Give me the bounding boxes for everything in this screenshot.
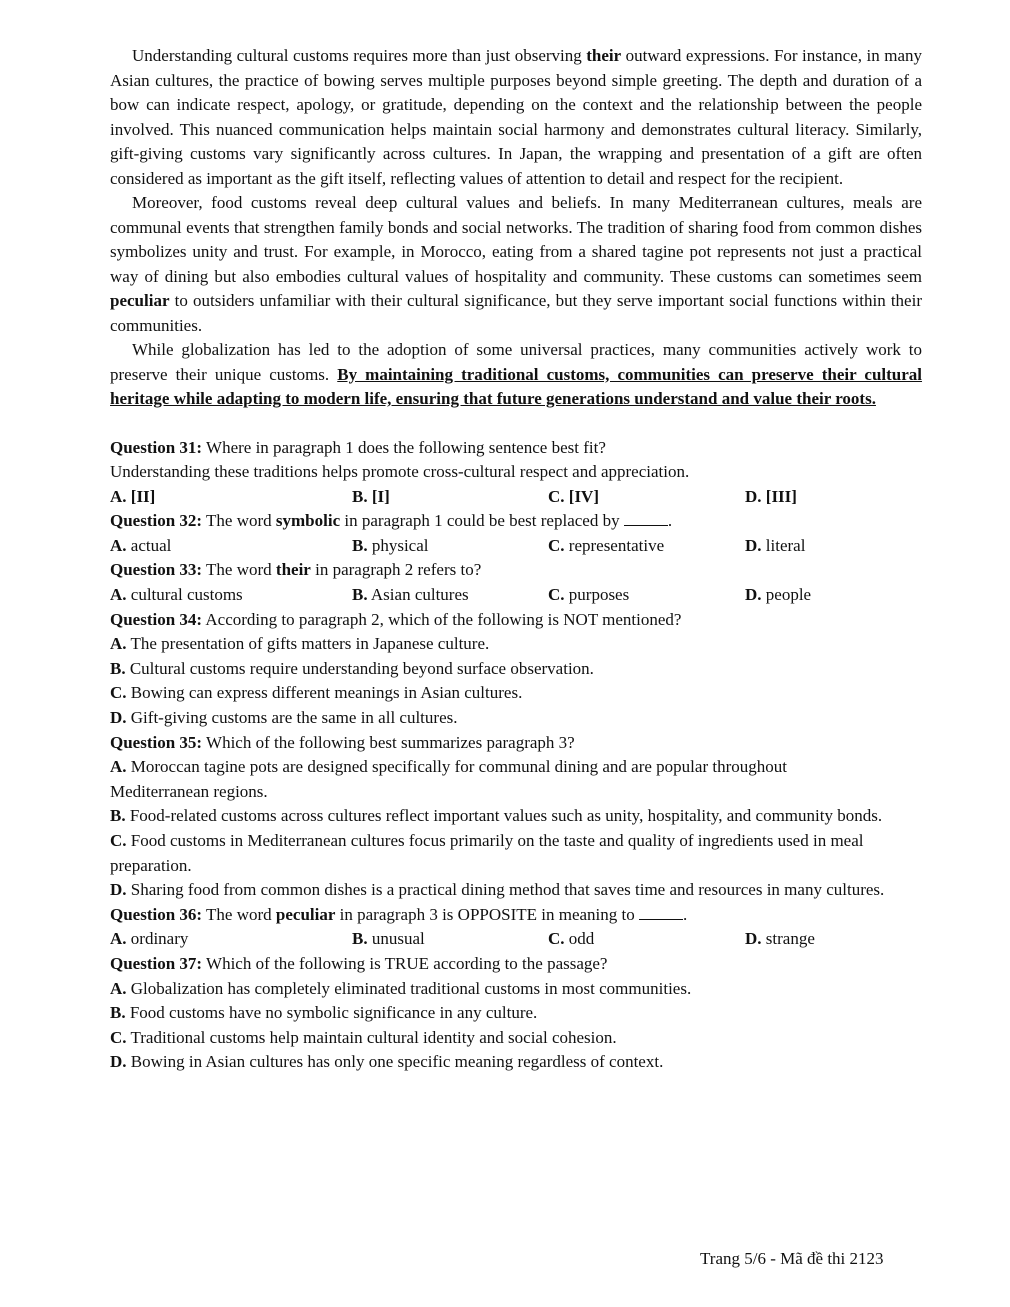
- answer-blank: [639, 905, 683, 920]
- option-text: physical: [367, 535, 429, 555]
- option-b[interactable]: B. [I]: [352, 486, 390, 506]
- question-33-text-pre: The word: [202, 560, 276, 580]
- option-c[interactable]: C. [IV]: [548, 486, 599, 506]
- highlighted-word-peculiar: peculiar: [110, 291, 170, 310]
- option-c[interactable]: [110, 681, 922, 706]
- question-32-stem: [110, 509, 922, 534]
- question-36-end: .: [683, 904, 688, 924]
- passage-paragraph-1: [110, 44, 922, 191]
- question-31-text: Where in paragraph 1 does the following sentence best fit?: [202, 437, 606, 457]
- option-letter: C.: [548, 535, 565, 555]
- question-32-keyword: symbolic: [275, 511, 341, 531]
- option-d[interactable]: [745, 583, 922, 608]
- option-letter: A.: [110, 535, 127, 555]
- option-a[interactable]: [110, 927, 352, 952]
- option-text: Asian cultures: [367, 585, 469, 605]
- option-c[interactable]: [110, 829, 905, 878]
- question-31-sentence: Understanding these traditions helps promote cross-cultural respect and appreciation.: [110, 462, 690, 482]
- option-a[interactable]: [110, 755, 855, 804]
- question-37-stem: [110, 952, 922, 977]
- option-c[interactable]: [548, 583, 745, 608]
- option-c[interactable]: [548, 927, 745, 952]
- option-text: representative: [564, 535, 665, 555]
- question-31-stem: [110, 436, 922, 461]
- option-b[interactable]: [110, 657, 922, 682]
- option-text: strange: [761, 929, 815, 949]
- question-33-keyword: their: [275, 560, 311, 580]
- option-text: actual: [126, 535, 172, 555]
- question-32-label: Question 32:: [110, 511, 203, 531]
- option-d[interactable]: [110, 706, 922, 731]
- paragraph-2-text-end: to outsiders unfamiliar with their cultural significance, but they serve important social functions within their communities.: [110, 291, 922, 335]
- option-letter: D.: [110, 708, 127, 728]
- option-text: Food-related customs across cultures reflect important values such as unity, hospitality, and community bonds.: [125, 806, 883, 826]
- option-d[interactable]: [745, 534, 922, 559]
- question-31-options: [110, 485, 922, 510]
- option-b[interactable]: [110, 804, 910, 829]
- option-b[interactable]: [352, 927, 548, 952]
- option-letter: D.: [110, 1052, 127, 1072]
- option-c[interactable]: [548, 534, 745, 559]
- option-a[interactable]: [110, 583, 352, 608]
- question-36-stem: [110, 903, 922, 928]
- underlined-sentence: By maintaining traditional customs, communities can preserve their cultural heritage while adapting to modern life, ensuring that future generations understand and value their roots.: [110, 364, 923, 408]
- paragraph-3-text-start: While globalization has led to the adoption of some universal practices, many communities actively work to preserve their unique customs.: [110, 340, 922, 384]
- option-text: unusual: [367, 929, 425, 949]
- question-37-text: Which of the following is TRUE according to the passage?: [202, 953, 608, 973]
- question-32-end: .: [667, 511, 673, 531]
- question-32-text-post: in paragraph 1 could be best replaced by: [340, 511, 624, 531]
- option-b[interactable]: [352, 534, 548, 559]
- option-d[interactable]: [110, 878, 900, 903]
- option-text: Food customs in Mediterranean cultures focus primarily on the taste and quality of ingredients used in meal preparation.: [110, 831, 864, 875]
- question-36-text-pre: The word: [202, 904, 276, 924]
- option-text: Cultural customs require understanding beyond surface observation.: [125, 658, 594, 678]
- question-33-options: [110, 583, 922, 608]
- option-letter: C.: [548, 585, 565, 605]
- question-35-label: Question 35:: [110, 732, 203, 752]
- option-letter: B.: [110, 1003, 126, 1023]
- option-letter: C.: [110, 831, 127, 850]
- option-text: cultural customs: [126, 585, 243, 605]
- option-letter: C.: [110, 1027, 127, 1047]
- option-d[interactable]: [110, 1050, 922, 1075]
- passage-paragraph-2: [110, 191, 922, 338]
- option-letter: C.: [548, 929, 565, 949]
- page-footer: Trang 5/6 - Mã đề thi 2123: [700, 1249, 884, 1268]
- question-31-label: Question 31:: [110, 437, 203, 457]
- option-letter: A.: [110, 978, 127, 998]
- answer-blank: [624, 511, 668, 526]
- paragraph-1-text-start: Understanding cultural customs requires more than just observing: [132, 46, 587, 65]
- option-letter: A.: [110, 634, 127, 654]
- paragraph-2-text-start: Moreover, food customs reveal deep cultural values and beliefs. In many Mediterranean cultures, meals are communal events that strengthen family bonds and social networks. The tradition of sharing food from common dishes symbolizes unity and trust. For example, in Morocco, eating from a shared tagine pot represents not just a practical way of dining but also embodies cultural values of hospitality and community. These customs can sometimes seem: [110, 193, 922, 286]
- option-a[interactable]: [110, 632, 922, 657]
- option-text: The presentation of gifts matters in Japanese culture.: [126, 634, 490, 654]
- option-letter: B.: [352, 535, 368, 555]
- paragraph-1-text-end: outward expressions. For instance, in many Asian cultures, the practice of bowing serves multiple purposes beyond simple greeting. The depth and duration of a bow can indicate respect, apology, or gratitude, depending on the context and the relationship between the people involved. This nuanced communication helps maintain social harmony and demonstrates cultural literacy. Similarly, gift-giving customs vary significantly across cultures. In Japan, the wrapping and presentation of a gift are often considered as important as the gift itself, reflecting values of attention to detail and respect for the recipient.: [110, 46, 922, 188]
- question-35-stem: [110, 731, 922, 756]
- highlighted-word-their: their: [586, 46, 622, 65]
- option-letter: A.: [110, 929, 127, 949]
- option-letter: D.: [745, 585, 762, 605]
- option-text: Food customs have no symbolic significance in any culture.: [125, 1003, 538, 1023]
- option-text: Traditional customs help maintain cultural identity and social cohesion.: [126, 1027, 617, 1047]
- option-text: Bowing in Asian cultures has only one specific meaning regardless of context.: [126, 1052, 664, 1072]
- option-text: Gift-giving customs are the same in all cultures.: [126, 708, 458, 728]
- question-33-text-post: in paragraph 2 refers to?: [310, 560, 482, 580]
- exam-page: [110, 44, 922, 1075]
- option-a[interactable]: [110, 534, 352, 559]
- option-letter: D.: [745, 535, 762, 555]
- option-letter: C.: [110, 683, 127, 703]
- option-d[interactable]: D. [III]: [745, 486, 797, 506]
- option-text: Bowing can express different meanings in Asian cultures.: [126, 683, 523, 703]
- option-text: ordinary: [126, 929, 189, 949]
- question-32-options: [110, 534, 922, 559]
- option-b[interactable]: [352, 583, 548, 608]
- question-36-options: [110, 927, 922, 952]
- question-34-text: According to paragraph 2, which of the following is NOT mentioned?: [202, 609, 682, 629]
- option-letter: D.: [745, 929, 762, 949]
- question-33-label: Question 33:: [110, 560, 203, 580]
- option-text: people: [761, 585, 812, 605]
- question-36-label: Question 36:: [110, 904, 203, 924]
- section-spacer: [110, 412, 922, 436]
- option-letter: B.: [110, 658, 126, 678]
- option-text: Globalization has completely eliminated traditional customs in most communities.: [126, 978, 692, 998]
- option-letter: B.: [110, 806, 126, 826]
- option-b[interactable]: [110, 1001, 922, 1026]
- question-37-label: Question 37:: [110, 953, 203, 973]
- question-35-text: Which of the following best summarizes paragraph 3?: [202, 732, 575, 752]
- option-letter: A.: [110, 585, 127, 605]
- question-34-label: Question 34:: [110, 609, 203, 629]
- option-text: Moroccan tagine pots are designed specifically for communal dining and are popular throughout Mediterranean regions.: [110, 757, 787, 801]
- option-a[interactable]: [110, 977, 922, 1002]
- option-d[interactable]: [745, 927, 922, 952]
- question-33-stem: [110, 558, 922, 583]
- option-text: purposes: [564, 585, 630, 605]
- question-36-text-post: in paragraph 3 is OPPOSITE in meaning to: [335, 904, 640, 924]
- option-letter: A.: [110, 757, 127, 777]
- option-a[interactable]: A. [II]: [110, 486, 156, 506]
- option-text: Sharing food from common dishes is a practical dining method that saves time and resources in many cultures.: [126, 880, 885, 900]
- option-letter: B.: [352, 929, 368, 949]
- question-34-stem: [110, 608, 922, 633]
- option-text: odd: [564, 929, 595, 949]
- option-text: literal: [761, 535, 806, 555]
- question-36-keyword: peculiar: [275, 904, 336, 924]
- question-32-text-pre: The word: [202, 511, 276, 531]
- option-c[interactable]: [110, 1026, 922, 1051]
- option-letter: D.: [110, 880, 127, 900]
- passage-paragraph-3: [110, 338, 922, 412]
- option-letter: B.: [352, 585, 368, 605]
